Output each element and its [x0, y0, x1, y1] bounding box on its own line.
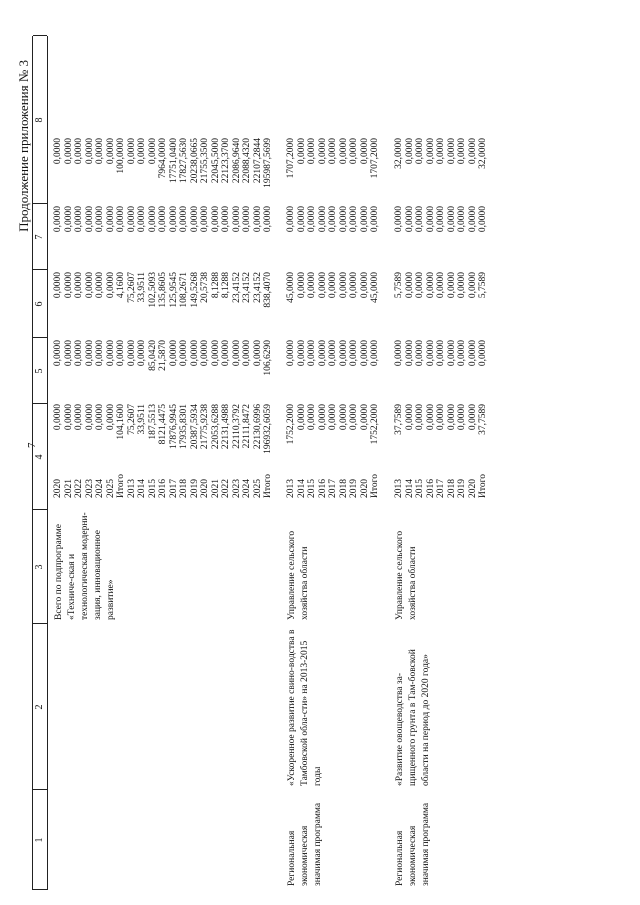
table-header	[32, 36, 48, 890]
row-value-col8: 0,0000	[359, 138, 370, 165]
row-value-col4: 22111,8472	[242, 404, 252, 449]
row-value-col7: 0,0000	[168, 206, 179, 233]
row-value-col4: 0,0000	[467, 404, 478, 431]
column-header-3: 3	[34, 564, 45, 570]
row-year: 2019	[189, 479, 200, 498]
row-value-col5: 0,0000	[404, 340, 415, 367]
row-value-col7: 0,0000	[446, 206, 457, 233]
row-year: 2015	[147, 479, 158, 498]
row-year: 2024	[95, 479, 105, 498]
row-value-col8: 0,0000	[307, 138, 317, 165]
row-value-col7: 0,0000	[221, 206, 231, 233]
row-year: 2016	[425, 479, 436, 498]
row-value-col7: 0,0000	[147, 206, 158, 233]
row-year: 2020	[467, 479, 478, 498]
row-value-col8: 0,0000	[84, 138, 95, 165]
row-value-col5: 0,0000	[349, 340, 359, 367]
row-year: 2017	[436, 479, 446, 498]
row-value-col6: 45,0000	[286, 272, 296, 303]
row-year: 2020	[200, 479, 210, 498]
row-value-col7: 0,0000	[126, 206, 137, 233]
row-value-col8: 0,0000	[425, 138, 436, 165]
row-year: 2023	[84, 479, 95, 498]
row-value-col8: 7964,0000	[158, 138, 168, 179]
row-value-col8: 0,0000	[63, 138, 74, 165]
row-value-col8: 17751,0400	[168, 138, 179, 184]
row-value-col6: 5,7589	[394, 272, 404, 299]
row-value-col7: 0,0000	[328, 206, 338, 233]
row-value-col8: 0,0000	[137, 138, 147, 165]
row-value-col7: 0,0000	[137, 206, 147, 233]
row-value-col4: 21775,9238	[200, 404, 210, 450]
row-value-col5: 0,0000	[84, 340, 95, 367]
row-year: 2021	[63, 479, 74, 498]
row-value-col7: 0,0000	[286, 206, 296, 233]
row-value-col5: 0,0000	[457, 340, 467, 367]
row-value-col6: 0,0000	[317, 272, 328, 299]
block-col1-text: Региональная экономическая значимая программа	[395, 802, 431, 886]
row-value-col7: 0,0000	[242, 206, 252, 233]
row-value-col7: 0,0000	[105, 206, 116, 233]
row-value-col4: 0,0000	[415, 404, 425, 431]
row-value-col7: 0,0000	[158, 206, 168, 233]
row-value-col8: 22086,9640	[231, 138, 242, 184]
row-value-col7: 0,0000	[307, 206, 317, 233]
row-year: 2015	[415, 479, 425, 498]
row-value-col6: 0,0000	[53, 272, 63, 299]
row-value-col7: 0,0000	[349, 206, 359, 233]
appendix-heading: Продолжение приложения № 3	[16, 60, 31, 232]
row-value-col8: 32,0000	[478, 138, 488, 169]
row-value-col7: 0,0000	[296, 206, 307, 233]
row-value-col5: 0,0000	[105, 340, 116, 367]
row-value-col5: 0,0000	[63, 340, 74, 367]
row-value-col7: 0,0000	[116, 206, 126, 233]
row-value-col4: 0,0000	[404, 404, 415, 431]
row-value-col5: 0,0000	[242, 340, 252, 367]
row-value-col5: 0,0000	[168, 340, 179, 367]
row-value-col7: 0,0000	[404, 206, 415, 233]
row-value-col8: 100,0000	[116, 138, 126, 174]
row-value-col6: 45,0000	[370, 272, 380, 303]
row-year: Итого	[478, 473, 488, 498]
row-value-col6: 20,5738	[200, 272, 210, 303]
row-value-col6: 8,1288	[221, 272, 231, 299]
row-value-col5: 0,0000	[467, 340, 478, 367]
row-value-col4: 0,0000	[436, 404, 446, 431]
row-value-col4: 33,9511	[137, 404, 147, 435]
row-value-col6: 0,0000	[95, 272, 105, 299]
row-value-col7: 0,0000	[478, 206, 488, 233]
row-value-col4: 0,0000	[328, 404, 338, 431]
row-value-col5: 0,0000	[425, 340, 436, 367]
row-value-col5: 0,0000	[478, 340, 488, 367]
row-value-col7: 0,0000	[63, 206, 74, 233]
row-value-col7: 0,0000	[263, 206, 273, 233]
block-col3-text: Всего по подпрограмме «Техниче-ская и технологическая модерни-зация, инновационное развитие»	[54, 512, 116, 620]
row-value-col8: 17827,5630	[179, 138, 189, 184]
header-divider	[33, 789, 47, 790]
row-year: 2025	[252, 479, 263, 498]
row-value-col5: 0,0000	[415, 340, 425, 367]
header-divider	[33, 269, 47, 270]
row-value-col4: 104,1600	[116, 404, 126, 440]
row-value-col6: 75,2607	[126, 272, 137, 303]
row-value-col4: 0,0000	[95, 404, 105, 431]
row-value-col5: 0,0000	[53, 340, 63, 367]
row-value-col6: 0,0000	[63, 272, 74, 299]
row-value-col6: 0,0000	[359, 272, 370, 299]
row-value-col6: 23,4152	[252, 272, 263, 303]
page-number: 7	[26, 442, 38, 448]
row-year: 2025	[105, 479, 116, 498]
row-year: 2016	[317, 479, 328, 498]
row-value-col5: 0,0000	[200, 340, 210, 367]
column-header-1: 1	[34, 837, 45, 843]
row-value-col8: 0,0000	[457, 138, 467, 165]
row-value-col8: 22088,4320	[242, 138, 252, 184]
row-year: 2013	[126, 479, 137, 498]
row-value-col7: 0,0000	[436, 206, 446, 233]
row-year: 2024	[242, 479, 252, 498]
row-value-col5: 0,0000	[116, 340, 126, 367]
header-divider	[33, 623, 47, 624]
row-value-col6: 0,0000	[446, 272, 457, 299]
header-divider	[33, 889, 47, 890]
row-value-col4: 17935,8301	[179, 404, 189, 450]
row-value-col4: 37,7589	[478, 404, 488, 435]
row-value-col8: 0,0000	[74, 138, 84, 165]
row-value-col8: 0,0000	[446, 138, 457, 165]
row-value-col8: 0,0000	[338, 138, 349, 165]
row-year: Итого	[116, 473, 126, 498]
row-year: Итого	[263, 473, 273, 498]
row-value-col7: 0,0000	[252, 206, 263, 233]
row-value-col7: 0,0000	[210, 206, 221, 233]
row-value-col5: 0,0000	[359, 340, 370, 367]
row-value-col6: 108,2671	[179, 272, 189, 308]
block-col3-text: Управление сельского хозяйства области	[287, 530, 310, 620]
row-year: 2015	[307, 479, 317, 498]
row-year: 2018	[446, 479, 457, 498]
column-header-5: 5	[34, 368, 45, 374]
row-value-col4: 187,5513	[147, 404, 158, 440]
row-value-col4: 0,0000	[307, 404, 317, 431]
row-value-col7: 0,0000	[95, 206, 105, 233]
row-value-col4: 0,0000	[317, 404, 328, 431]
row-value-col8: 22045,5000	[210, 138, 221, 184]
row-value-col8: 195987,5699	[263, 138, 273, 188]
row-year: 2014	[404, 479, 415, 498]
row-value-col8: 22123,3700	[221, 138, 231, 184]
row-value-col8: 0,0000	[53, 138, 63, 165]
row-value-col8: 0,0000	[404, 138, 415, 165]
row-value-col4: 0,0000	[457, 404, 467, 431]
row-value-col5: 0,0000	[137, 340, 147, 367]
row-value-col8: 20238,0665	[189, 138, 200, 184]
row-value-col7: 0,0000	[370, 206, 380, 233]
row-value-col4: 0,0000	[338, 404, 349, 431]
column-header-7: 7	[34, 234, 45, 240]
row-value-col7: 0,0000	[338, 206, 349, 233]
row-year: 2014	[296, 479, 307, 498]
row-value-col7: 0,0000	[53, 206, 63, 233]
column-header-4: 4	[34, 454, 45, 460]
row-value-col6: 0,0000	[296, 272, 307, 299]
row-value-col5: 106,6290	[263, 340, 273, 376]
row-year: 2023	[231, 479, 242, 498]
row-year: 2018	[338, 479, 349, 498]
row-value-col5: 0,0000	[252, 340, 263, 367]
row-value-col4: 0,0000	[359, 404, 370, 431]
row-value-col6: 125,9545	[168, 272, 179, 308]
row-value-col4: 17876,9945	[168, 404, 179, 450]
row-value-col6: 0,0000	[415, 272, 425, 299]
row-value-col5: 0,0000	[394, 340, 404, 367]
row-value-col7: 0,0000	[84, 206, 95, 233]
row-value-col5: 0,0000	[221, 340, 231, 367]
row-year: Итого	[370, 473, 380, 498]
row-value-col6: 33,9511	[137, 272, 147, 303]
column-header-6: 6	[34, 301, 45, 307]
row-value-col5: 0,0000	[436, 340, 446, 367]
row-value-col6: 0,0000	[328, 272, 338, 299]
row-value-col4: 1752,2000	[370, 404, 380, 445]
row-value-col4: 0,0000	[296, 404, 307, 431]
row-year: 2019	[457, 479, 467, 498]
row-year: 2021	[210, 479, 221, 498]
row-value-col5: 0,0000	[189, 340, 200, 367]
row-value-col8: 0,0000	[95, 138, 105, 165]
row-value-col8: 0,0000	[317, 138, 328, 165]
row-year: 2020	[359, 479, 370, 498]
row-value-col4: 8121,4475	[158, 404, 168, 445]
header-divider	[33, 509, 47, 510]
row-value-col4: 1752,2000	[286, 404, 296, 445]
row-value-col4: 0,0000	[105, 404, 116, 431]
row-value-col7: 0,0000	[394, 206, 404, 233]
row-value-col5: 0,0000	[328, 340, 338, 367]
row-value-col5: 0,0000	[126, 340, 137, 367]
row-value-col7: 0,0000	[200, 206, 210, 233]
row-value-col8: 32,0000	[394, 138, 404, 169]
row-value-col8: 0,0000	[467, 138, 478, 165]
row-value-col5: 0,0000	[296, 340, 307, 367]
row-value-col6: 0,0000	[425, 272, 436, 299]
row-value-col5: 0,0000	[210, 340, 221, 367]
row-value-col8: 0,0000	[349, 138, 359, 165]
row-value-col4: 22110,3792	[231, 404, 242, 449]
row-value-col6: 0,0000	[436, 272, 446, 299]
row-value-col6: 8,1288	[210, 272, 221, 299]
row-value-col8: 0,0000	[415, 138, 425, 165]
row-year: 2018	[179, 479, 189, 498]
row-value-col4: 0,0000	[446, 404, 457, 431]
row-value-col4: 22053,6288	[210, 404, 221, 450]
row-value-col7: 0,0000	[179, 206, 189, 233]
row-value-col6: 0,0000	[338, 272, 349, 299]
block-col1-text: Региональная экономическая значимая программа	[287, 802, 323, 886]
row-value-col8: 0,0000	[436, 138, 446, 165]
row-value-col4: 20387,5934	[189, 404, 200, 450]
row-value-col6: 0,0000	[105, 272, 116, 299]
row-value-col8: 0,0000	[126, 138, 137, 165]
row-value-col8: 0,0000	[296, 138, 307, 165]
row-value-col7: 0,0000	[467, 206, 478, 233]
row-value-col4: 0,0000	[74, 404, 84, 431]
row-value-col4: 0,0000	[53, 404, 63, 431]
row-value-col5: 0,0000	[338, 340, 349, 367]
row-value-col5: 0,0000	[95, 340, 105, 367]
row-value-col6: 4,1600	[116, 272, 126, 299]
row-value-col5: 0,0000	[317, 340, 328, 367]
column-header-8: 8	[34, 117, 45, 123]
row-value-col7: 0,0000	[231, 206, 242, 233]
row-value-col5: 85,0420	[147, 340, 158, 371]
row-year: 2017	[168, 479, 179, 498]
row-value-col6: 5,7589	[478, 272, 488, 299]
row-value-col6: 135,8605	[158, 272, 168, 308]
header-divider	[33, 337, 47, 338]
row-value-col8: 21755,3500	[200, 138, 210, 184]
row-value-col6: 0,0000	[457, 272, 467, 299]
row-value-col4: 75,2607	[126, 404, 137, 435]
row-value-col7: 0,0000	[74, 206, 84, 233]
row-value-col7: 0,0000	[415, 206, 425, 233]
row-value-col7: 0,0000	[359, 206, 370, 233]
row-year: 2017	[328, 479, 338, 498]
row-year: 2013	[286, 479, 296, 498]
row-value-col7: 0,0000	[425, 206, 436, 233]
row-value-col5: 0,0000	[179, 340, 189, 367]
row-value-col7: 0,0000	[457, 206, 467, 233]
row-year: 2013	[394, 479, 404, 498]
row-value-col5: 0,0000	[307, 340, 317, 367]
row-value-col4: 0,0000	[63, 404, 74, 431]
row-value-col5: 0,0000	[231, 340, 242, 367]
row-value-col4: 37,7589	[394, 404, 404, 435]
row-year: 2022	[74, 479, 84, 498]
row-value-col5: 21,5870	[158, 340, 168, 371]
header-divider	[33, 203, 47, 204]
row-value-col8: 0,0000	[328, 138, 338, 165]
row-year: 2022	[221, 479, 231, 498]
row-value-col7: 0,0000	[189, 206, 200, 233]
row-year: 2019	[349, 479, 359, 498]
header-divider	[33, 35, 47, 36]
row-value-col6: 102,5093	[147, 272, 158, 308]
row-value-col5: 0,0000	[74, 340, 84, 367]
row-value-col6: 0,0000	[467, 272, 478, 299]
row-value-col8: 22107,2844	[252, 138, 263, 184]
row-value-col5: 0,0000	[370, 340, 380, 367]
row-value-col7: 0,0000	[317, 206, 328, 233]
row-value-col4: 0,0000	[349, 404, 359, 431]
row-value-col4: 0,0000	[84, 404, 95, 431]
row-value-col6: 0,0000	[74, 272, 84, 299]
row-value-col6: 0,0000	[307, 272, 317, 299]
block-col2-text: «Ускоренное развитие свино-водства в Тамбовской обла-сти» на 2013-2015 годы	[287, 629, 323, 786]
row-value-col6: 149,5268	[189, 272, 200, 308]
row-year: 2020	[53, 479, 63, 498]
row-value-col4: 0,0000	[425, 404, 436, 431]
row-value-col6: 0,0000	[349, 272, 359, 299]
row-value-col6: 0,0000	[404, 272, 415, 299]
row-value-col6: 23,4152	[231, 272, 242, 303]
row-value-col8: 1707,2000	[286, 138, 296, 179]
row-value-col4: 196932,6059	[263, 404, 273, 454]
column-header-2: 2	[34, 704, 45, 710]
header-divider	[33, 403, 47, 404]
row-value-col6: 0,0000	[84, 272, 95, 299]
row-year: 2014	[137, 479, 147, 498]
row-value-col5: 0,0000	[286, 340, 296, 367]
row-value-col6: 838,4070	[263, 272, 273, 308]
rotated-page-content	[16, 20, 576, 890]
row-value-col5: 0,0000	[446, 340, 457, 367]
block-col3-text: Управление сельского хозяйства области	[395, 530, 418, 620]
row-value-col4: 22131,4988	[221, 404, 231, 450]
block-col2-text: «Развитие овощеводства за-щищенного грунта в Там-бовской области на период до 2020 года»	[395, 649, 431, 786]
row-value-col4: 22130,6996	[252, 404, 263, 450]
row-value-col8: 0,0000	[147, 138, 158, 165]
row-value-col8: 0,0000	[105, 138, 116, 165]
row-year: 2016	[158, 479, 168, 498]
row-value-col6: 23,4152	[242, 272, 252, 303]
row-value-col8: 1707,2000	[370, 138, 380, 179]
